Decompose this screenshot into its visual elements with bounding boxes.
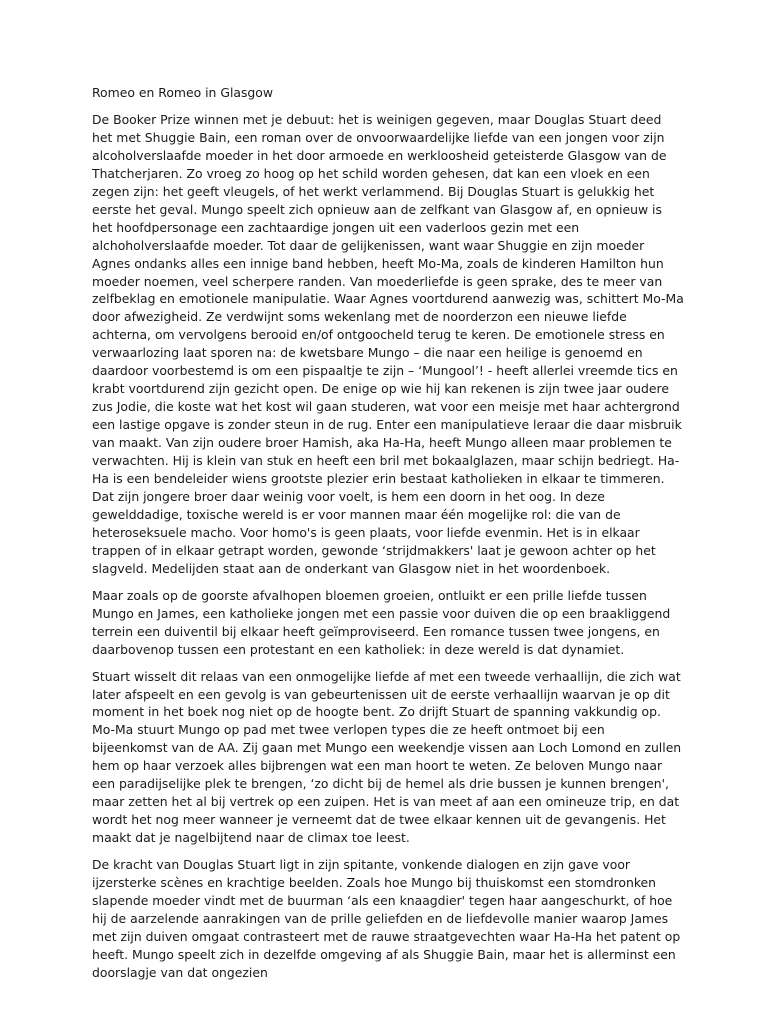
- document-page: [92, 84, 684, 991]
- document-title: Romeo en Romeo in Glasgow: [92, 85, 274, 100]
- paragraph-1: De Booker Prize winnen met je debuut: het is weinigen gegeven, maar Douglas Stuart deed het met Shuggie Bain, een roman over de onvoorwaardelijke liefde van een jongen voor zijn alcoholverslaafde moeder in het door armoede en werkloosheid geteisterde Glasgow van de Thatcherjaren. Zo vroeg zo hoog op het schild worden gehesen, dat kan een vloek en een zegen zijn: het geeft vleugels, of het werkt verlammend. Bij Douglas Stuart is gelukkig het eerste het geval. Mungo speelt zich opnieuw aan de zelfkant van Glasgow af, en opnieuw is het hoofdpersonage een zachtaardige jongen uit een vaderloos gezin met een alchoholverslaafde moeder. Tot daar de gelijkenissen, want waar Shuggie en zijn moeder Agnes ondanks alles een innige band hebben, heeft Mo-Ma, zoals de kinderen Hamilton hun moeder noemen, veel scherpere randen. Van moederliefde is geen sprake, des te meer van zelfbeklag en emotionele manipulatie. Waar Agnes voortdurend aanwezig was, schittert Mo-Ma door afwezigheid. Ze verdwijnt soms wekenlang met de noorderzon een nieuwe liefde achterna, om vervolgens berooid en/of ontgoocheld terug te keren. De emotionele stress en verwaarlozing laat sporen na: de kwetsbare Mungo – die naar een heilige is genoemd en daardoor voorbestemd is om een pispaaltje te zijn – ‘Mungool’! - heeft allerlei vreemde tics en krabt voortdurend zijn gezicht open. De enige op wie hij kan rekenen is zijn twee jaar oudere zus Jodie, die koste wat het kost wil gaan studeren, wat voor een meisje met haar achtergrond een lastige opgave is zonder steun in de rug. Enter een manipulatieve leraar die daar misbruik van maakt. Van zijn oudere broer Hamish, aka Ha-Ha, heeft Mungo alleen maar problemen te verwachten. Hij is klein van stuk en heeft een bril met bokaalglazen, maar schijn bedriegt. Ha-Ha is een bendeleider wiens grootste plezier erin bestaat katholieken in elkaar te timmeren. Dat zijn jongere broer daar weinig voor voelt, is hem een doorn in het oog. In deze gewelddadige, toxische wereld is er voor mannen maar één mogelijke rol: die van de heteroseksuele macho. Voor homo's is geen plaats, voor liefde evenmin. Het is in elkaar trappen of in elkaar getrapt worden, gewonde ‘strijdmakkers' laat je gewoon achter op het slagveld. Medelijden staat aan de onderkant van Glasgow niet in het woordenboek.: [92, 111, 684, 576]
- paragraph-4: De kracht van Douglas Stuart ligt in zijn spitante, vonkende dialogen en zijn gave voor ijzersterke scènes en krachtige beelden. Zoals hoe Mungo bij thuiskomst een stomdronken slapende moeder vindt met de buurman ‘als een knaagdier' tegen haar aangeschurkt, of hoe hij de aarzelende aanrakingen van de prille geliefden en de liefdevolle manier waarop James met zijn duiven omgaat contrasteert met de rauwe straatgevechten waar Ha-Ha het patent op heeft. Mungo speelt zich in dezelfde omgeving af als Shuggie Bain, maar het is allerminst een doorslagje van dat ongezien: [92, 857, 681, 980]
- paragraph-2: Maar zoals op de goorste afvalhopen bloemen groeien, ontluikt er een prille liefde tussen Mungo en James, een katholieke jongen met een passie voor duiven die op een braakliggend terrein een duiventil bij elkaar heeft geïmproviseerd. Een romance tussen twee jongens, en daarbovenop tussen een protestant en een katholiek: in deze wereld is dat dynamiet.: [92, 587, 671, 657]
- paragraph-3: Stuart wisselt dit relaas van een onmogelijke liefde af met een tweede verhaallijn, die zich wat later afspeelt en een gevolg is van gebeurtenissen uit de eerste verhaallijn waarvan je op dit moment in het boek nog niet op de hoogte bent. Zo drijft Stuart de spanning vakkundig op. Mo-Ma stuurt Mungo op pad met twee verlopen types die ze heeft ontmoet bij een bijeenkomst van de AA. Zij gaan met Mungo een weekendje vissen aan Loch Lomond en zullen hem op haar verzoek alles bijbrengen wat een man hoort te weten. Ze beloven Mungo naar een paradijselijke plek te brengen, ‘zo dicht bij de hemel als drie bussen je kunnen brengen', maar zetten het al bij vertrek op een zuipen. Het is van meet af aan een omineuze trip, en dat wordt het nog meer wanneer je verneemt dat de twee elkaar kennen uit de gevangenis. Het maakt dat je nagelbijtend naar de climax toe leest.: [92, 668, 682, 846]
